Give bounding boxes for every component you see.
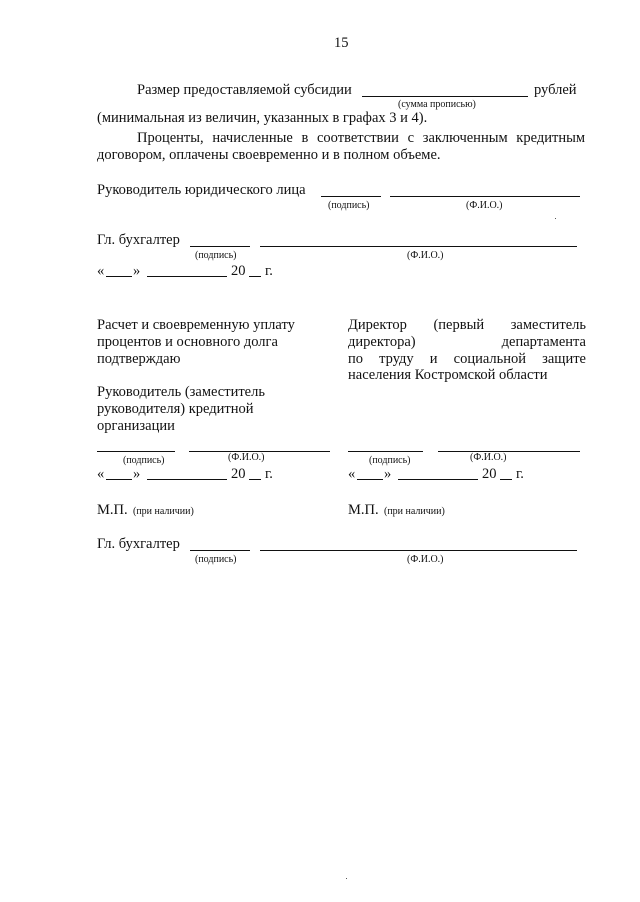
right-date-month-line[interactable] xyxy=(398,479,478,480)
legal-head-label: Руководитель юридического лица xyxy=(97,182,306,198)
right-fio-line[interactable] xyxy=(438,451,580,452)
left-date-month-line[interactable] xyxy=(147,479,227,480)
accountant-1-fio-line[interactable] xyxy=(260,246,577,247)
left-date-year-line[interactable] xyxy=(249,479,261,480)
subsidy-label: Размер предоставляемой субсидии xyxy=(137,82,352,98)
left-head-line-1: Руководитель (заместитель xyxy=(97,384,265,400)
accountant-2-sign-line[interactable] xyxy=(190,550,250,551)
right-line-4: населения Костромской области xyxy=(348,367,548,383)
right-fio-caption: (Ф.И.О.) xyxy=(470,452,507,463)
right-mp-note: (при наличии) xyxy=(384,506,445,517)
right-date-quote-open: « xyxy=(348,466,356,482)
scan-speck-bottom xyxy=(346,878,347,879)
accountant-2-fio-caption: (Ф.И.О.) xyxy=(407,554,444,565)
left-sign-line[interactable] xyxy=(97,451,175,452)
left-mp-note: (при наличии) xyxy=(133,506,194,517)
right-date-day-line[interactable] xyxy=(357,479,383,480)
interest-paragraph-line1: Проценты, начисленные в соответствии с заключенным кредитным xyxy=(137,130,585,146)
scan-speck xyxy=(555,218,556,219)
right-date-year: 20 xyxy=(482,466,497,482)
accountant-1-sign-line[interactable] xyxy=(190,246,250,247)
right-line-3: по труду и социальной защите xyxy=(348,351,586,367)
accountant-1-sign-caption: (подпись) xyxy=(195,250,237,261)
subsidy-note: (минимальная из величин, указанных в графах 3 и 4). xyxy=(97,110,428,126)
left-fio-caption: (Ф.И.О.) xyxy=(228,452,265,463)
accountant-2-label: Гл. бухгалтер xyxy=(97,536,180,552)
left-sign-caption: (подпись) xyxy=(123,455,165,466)
interest-paragraph-line2: договором, оплачены своевременно и в полном объеме. xyxy=(97,147,441,163)
right-line-2: директора) департамента xyxy=(348,334,586,350)
right-line-1: Директор (первый заместитель xyxy=(348,317,586,333)
legal-head-fio-caption: (Ф.И.О.) xyxy=(466,200,503,211)
subsidy-amount-line[interactable] xyxy=(362,96,528,97)
left-line-2: процентов и основного долга xyxy=(97,334,278,350)
accountant-2-fio-line[interactable] xyxy=(260,550,577,551)
date-1-year-line[interactable] xyxy=(249,276,261,277)
subsidy-unit: рублей xyxy=(534,82,577,98)
date-1-year-suffix: г. xyxy=(265,263,273,279)
date-1-quote-close: » xyxy=(133,263,141,279)
left-line-1: Расчет и своевременную уплату xyxy=(97,317,295,333)
right-date-year-line[interactable] xyxy=(500,479,512,480)
left-date-day-line[interactable] xyxy=(106,479,132,480)
right-sign-caption: (подпись) xyxy=(369,455,411,466)
left-head-line-2: руководителя) кредитной xyxy=(97,401,254,417)
accountant-1-fio-caption: (Ф.И.О.) xyxy=(407,250,444,261)
left-date-year: 20 xyxy=(231,466,246,482)
legal-head-sign-caption: (подпись) xyxy=(328,200,370,211)
left-mp-label: М.П. xyxy=(97,502,128,518)
date-1-quote-open: « xyxy=(97,263,105,279)
date-1-year: 20 xyxy=(231,263,246,279)
right-mp-label: М.П. xyxy=(348,502,379,518)
right-date-quote-close: » xyxy=(384,466,392,482)
left-head-line-3: организации xyxy=(97,418,175,434)
accountant-2-sign-caption: (подпись) xyxy=(195,554,237,565)
left-date-quote-open: « xyxy=(97,466,105,482)
left-line-3: подтверждаю xyxy=(97,351,181,367)
subsidy-caption: (сумма прописью) xyxy=(398,99,476,110)
date-1-day-line[interactable] xyxy=(106,276,132,277)
legal-head-fio-line[interactable] xyxy=(390,196,580,197)
right-date-year-suffix: г. xyxy=(516,466,524,482)
left-date-quote-close: » xyxy=(133,466,141,482)
page-number: 15 xyxy=(334,35,349,51)
date-1-month-line[interactable] xyxy=(147,276,227,277)
left-date-year-suffix: г. xyxy=(265,466,273,482)
accountant-1-label: Гл. бухгалтер xyxy=(97,232,180,248)
right-sign-line[interactable] xyxy=(348,451,423,452)
legal-head-sign-line[interactable] xyxy=(321,196,381,197)
